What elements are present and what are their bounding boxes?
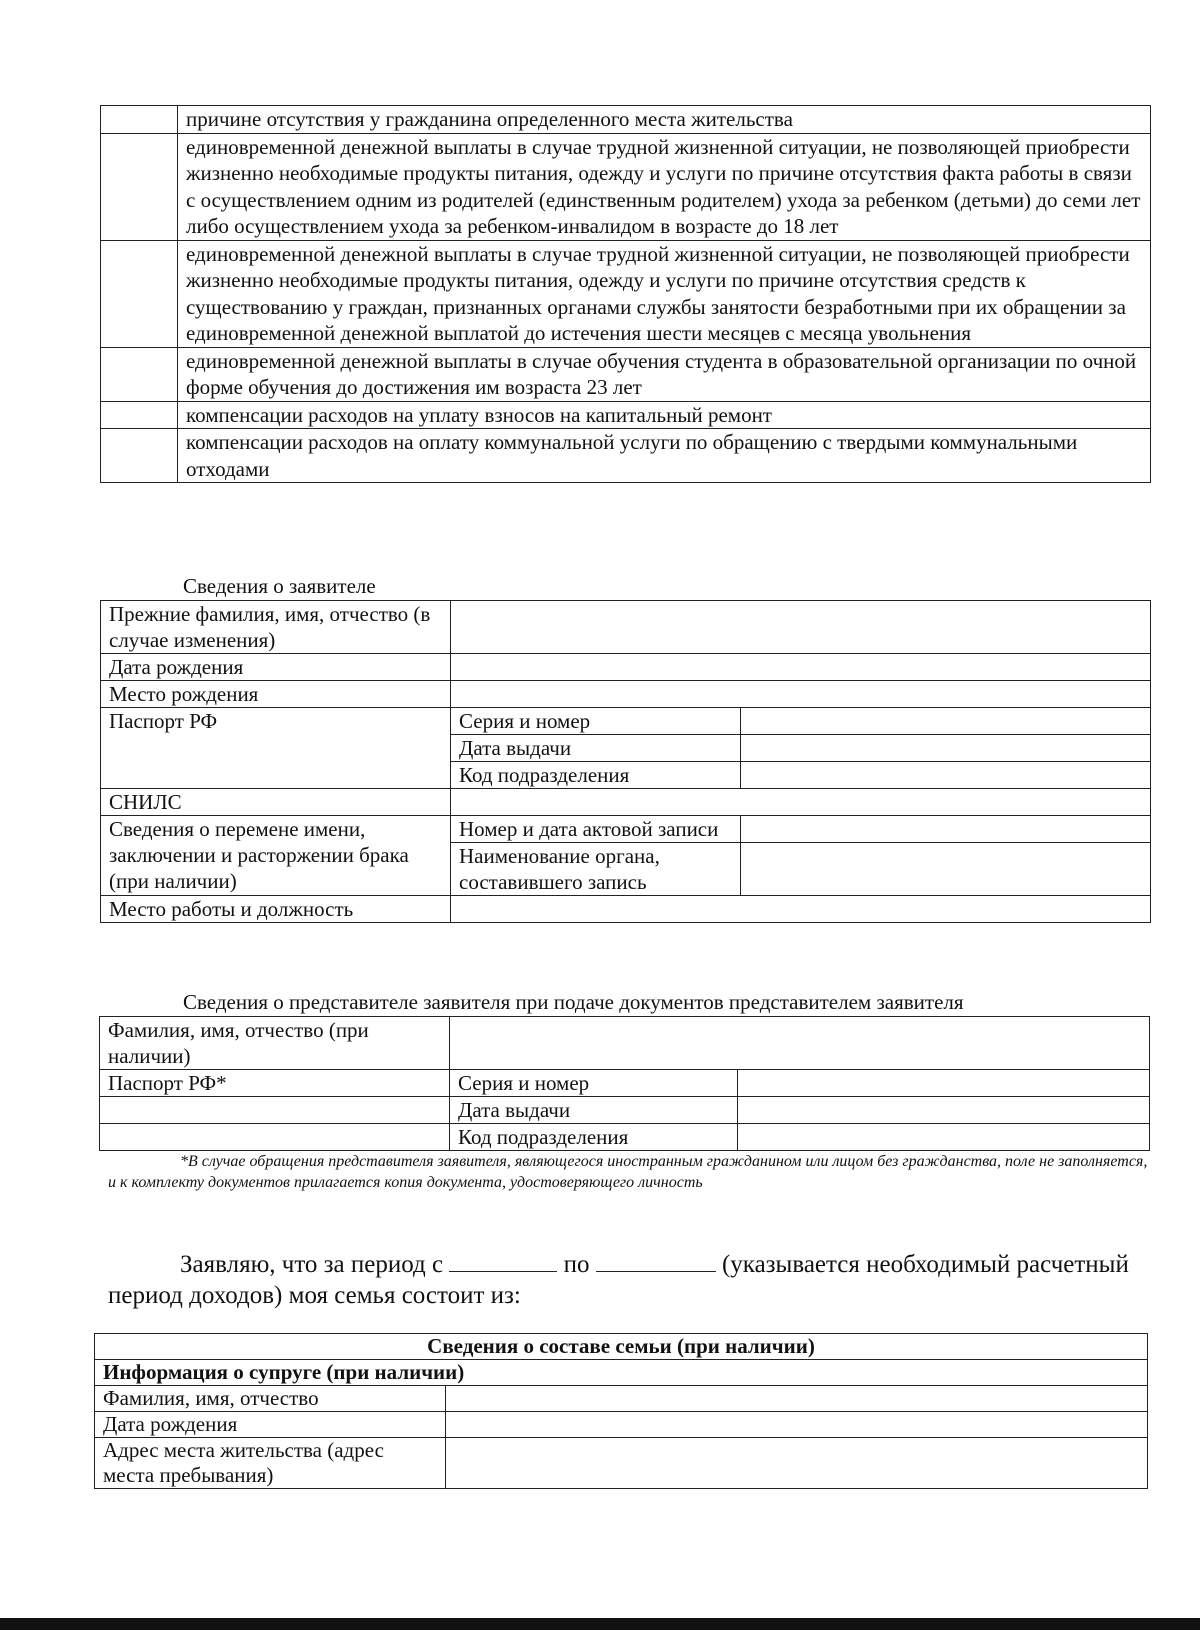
statement-paragraph — [108, 1249, 1158, 1311]
spouse-name-field[interactable] — [446, 1386, 1148, 1412]
representative-table — [99, 1016, 1150, 1151]
issue-date-field[interactable] — [741, 735, 1151, 762]
statement-part2: по — [563, 1251, 590, 1278]
workplace-field[interactable] — [451, 896, 1151, 923]
option-checkbox[interactable] — [101, 240, 178, 347]
rep-division-code-label: Код подразделения — [450, 1124, 738, 1151]
birth-date-label: Дата рождения — [101, 654, 451, 681]
applicant-table — [100, 600, 1151, 923]
rep-series-number-field[interactable] — [738, 1070, 1150, 1097]
prev-name-field[interactable] — [451, 601, 1151, 654]
option-row — [101, 240, 1151, 347]
rep-passport-empty-row — [100, 1097, 449, 1124]
birth-place-label: Место рождения — [101, 681, 451, 708]
rep-name-label: Фамилия, имя, отчество (при наличии) — [100, 1017, 450, 1070]
prev-name-label: Прежние фамилия, имя, отчество (в случае изменения) — [101, 601, 451, 654]
division-code-field[interactable] — [741, 762, 1151, 789]
option-checkbox[interactable] — [101, 429, 178, 483]
snils-field[interactable] — [451, 789, 1151, 816]
option-text: компенсации расходов на уплату взносов на капитальный ремонт — [178, 401, 1151, 429]
authority-name-field[interactable] — [741, 843, 1151, 896]
spouse-name-label: Фамилия, имя, отчество — [95, 1386, 446, 1412]
option-text: единовременной денежной выплаты в случае обучения студента в образовательной организации по очной форме обучения до достижения им возраста 23 лет — [178, 347, 1151, 401]
spouse-heading: Информация о супруге (при наличии) — [95, 1360, 1148, 1386]
family-title: Сведения о составе семьи (при наличии) — [95, 1334, 1148, 1360]
option-checkbox[interactable] — [101, 133, 178, 240]
rep-division-code-field[interactable] — [738, 1124, 1150, 1151]
spouse-address-label: Адрес места жительства (адрес места пребывания) — [95, 1438, 446, 1489]
series-number-label: Серия и номер — [451, 708, 741, 735]
name-change-label: Сведения о перемене имени, заключении и расторжении брака (при наличии) — [101, 816, 451, 896]
applicant-heading: Сведения о заявителе — [183, 574, 376, 598]
footnote-text: *В случае обращения представителя заявителя, являющегося иностранным гражданином или лицом без гражданства, поле не заполняется, и к комплекту документов прилагается копия документа, удостоверяющего личность — [108, 1153, 1148, 1191]
birth-date-field[interactable] — [451, 654, 1151, 681]
workplace-label: Место работы и должность — [101, 896, 451, 923]
representative-footnote — [108, 1151, 1148, 1193]
option-text: причине отсутствия у гражданина определенного места жительства — [178, 106, 1151, 134]
act-record-field[interactable] — [741, 816, 1151, 843]
option-row — [101, 133, 1151, 240]
option-checkbox[interactable] — [101, 106, 178, 134]
issue-date-label: Дата выдачи — [451, 735, 741, 762]
rep-name-field[interactable] — [450, 1017, 1150, 1070]
rep-passport-label: Паспорт РФ* — [100, 1070, 449, 1097]
rep-passport-cell — [100, 1070, 450, 1151]
series-number-field[interactable] — [741, 708, 1151, 735]
statement-part1: Заявляю, что за период с — [180, 1251, 444, 1278]
rep-issue-date-label: Дата выдачи — [450, 1097, 738, 1124]
representative-heading: Сведения о представителе заявителя при подаче документов представителем заявителя — [183, 990, 964, 1014]
option-row — [101, 347, 1151, 401]
authority-name-label: Наименование органа, составившего запись — [451, 843, 741, 896]
spouse-birth-date-field[interactable] — [446, 1412, 1148, 1438]
snils-label: СНИЛС — [101, 789, 451, 816]
option-row — [101, 106, 1151, 134]
family-table — [94, 1333, 1148, 1489]
division-code-label: Код подразделения — [451, 762, 741, 789]
spouse-birth-date-label: Дата рождения — [95, 1412, 446, 1438]
option-text: единовременной денежной выплаты в случае трудной жизненной ситуации, не позволяющей приобрести жизненно необходимые продукты питания, одежду и услуги по причине отсутствия средств к существованию у граждан, признанных органами службы занятости безработными при их обращении за единовременной денежной выплатой до истечения шести месяцев с месяца увольнения — [178, 240, 1151, 347]
option-row — [101, 401, 1151, 429]
spouse-address-field[interactable] — [446, 1438, 1148, 1489]
option-checkbox[interactable] — [101, 401, 178, 429]
payment-options-table — [100, 105, 1151, 483]
rep-series-number-label: Серия и номер — [450, 1070, 738, 1097]
option-row — [101, 429, 1151, 483]
option-text: единовременной денежной выплаты в случае трудной жизненной ситуации, не позволяющей приобрести жизненно необходимые продукты питания, одежду и услуги по причине отсутствия факта работы в связи с осуществлением одним из родителей (единственным родителем) ухода за ребенком (детьми) до семи лет либо осуществлением ухода за ребенком-инвалидом в возрасте до 18 лет — [178, 133, 1151, 240]
option-checkbox[interactable] — [101, 347, 178, 401]
birth-place-field[interactable] — [451, 681, 1151, 708]
act-record-label: Номер и дата актовой записи — [451, 816, 741, 843]
period-from-field[interactable] — [449, 1249, 557, 1272]
passport-label: Паспорт РФ — [101, 708, 451, 789]
period-to-field[interactable] — [596, 1249, 716, 1272]
rep-issue-date-field[interactable] — [738, 1097, 1150, 1124]
option-text: компенсации расходов на оплату коммунальной услуги по обращению с твердыми коммунальными отходами — [178, 429, 1151, 483]
scan-edge-bar — [0, 1618, 1200, 1630]
statement-part3: (указывается необходимый расчетный период доходов) моя семья состоит из: — [108, 1251, 1129, 1309]
